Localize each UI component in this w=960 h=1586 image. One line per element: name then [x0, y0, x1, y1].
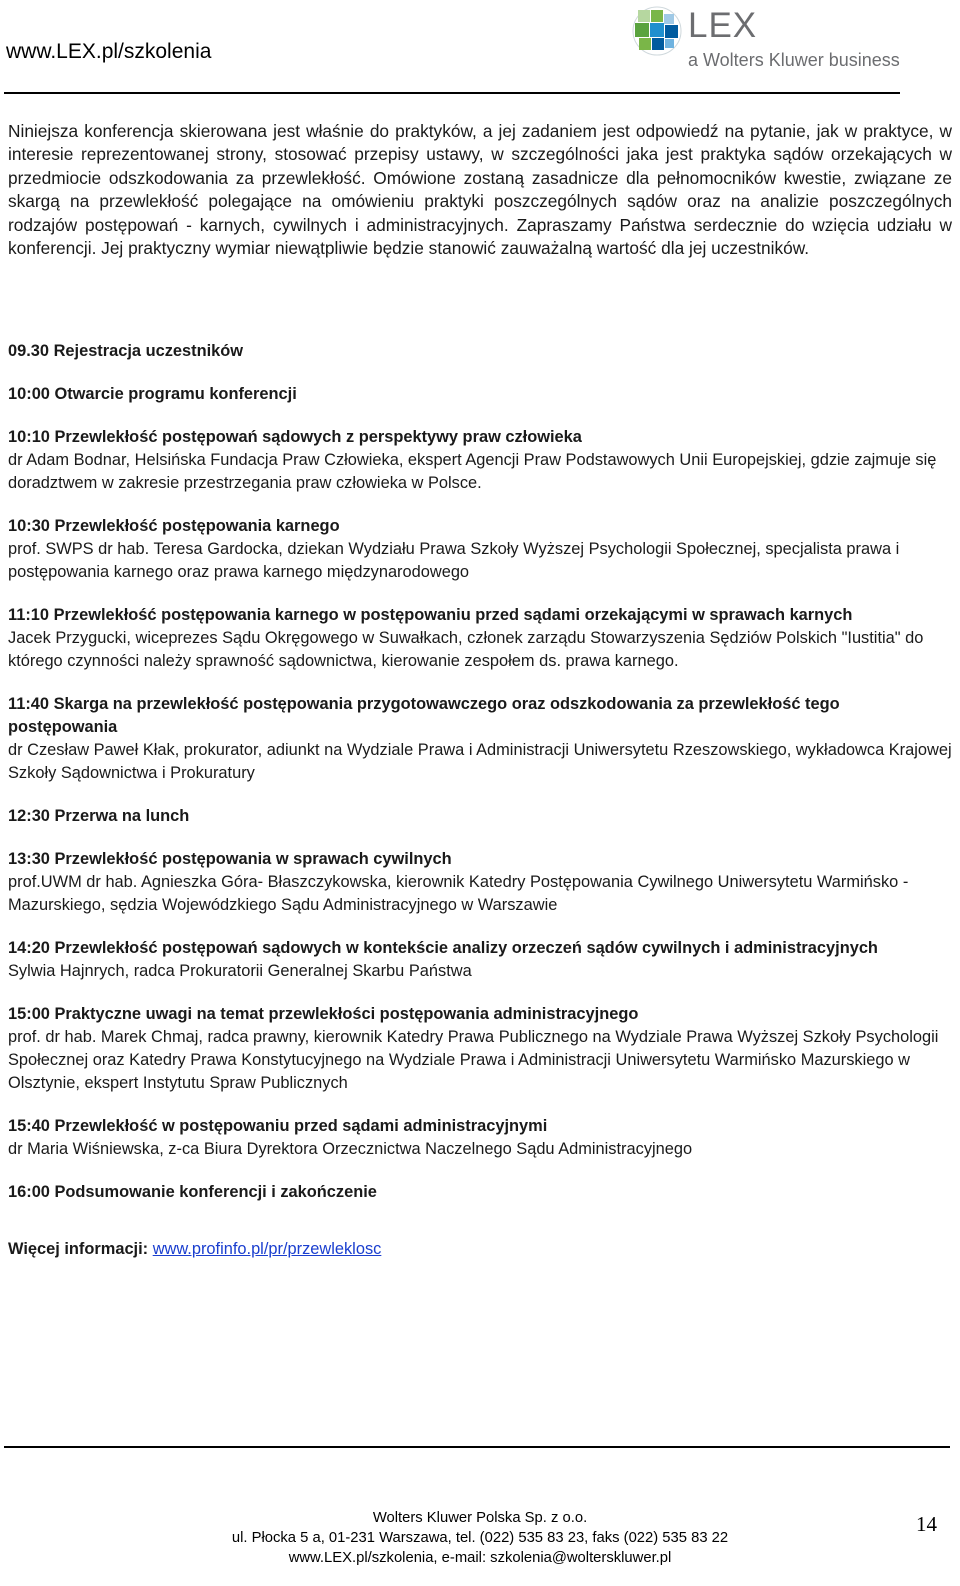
- agenda-item: [8, 1181, 952, 1204]
- lex-logo-mark-icon: [632, 6, 682, 56]
- agenda-item-title: 15:40 Przewlekłość w postępowaniu przed sądami administracyjnymi: [8, 1117, 548, 1135]
- lex-logo: [632, 4, 922, 74]
- agenda-item: [8, 604, 952, 673]
- logo-subtitle: a Wolters Kluwer business: [688, 50, 900, 70]
- agenda-item-title: 16:00 Podsumowanie konferencji i zakończenie: [8, 1183, 377, 1201]
- page-number: 14: [916, 1512, 937, 1536]
- agenda-item-title: 10:30 Przewlekłość postępowania karnego: [8, 517, 340, 535]
- agenda-item-speaker: prof. SWPS dr hab. Teresa Gardocka, dziekan Wydziału Prawa Szkoły Wyższej Psychologii Społecznej, specjalista prawa i postępowania karnego oraz prawa karnego międzynarodowego: [8, 540, 900, 581]
- footer: [0, 1508, 960, 1568]
- agenda-item: [8, 937, 952, 983]
- more-info: [8, 1238, 952, 1261]
- intro-paragraph: Niniejsza konferencja skierowana jest właśnie do praktyków, a jej zadaniem jest odpowiedź na pytanie, jak w praktyce, w interesie reprezentowanej strony, stosować przepisy ustawy, w szczególności jaka jest praktyka sądów orzekających w przedmiocie odszkodowania za przewlekłość. Omówione zostaną zasadnicze dla pełnomocników kwestie, związane ze skargą na przewlekłość polegające na omówieniu praktyki poszczególnych sądów oraz na analizie poszczególnych rodzajów postępowań - karnych, cywilnych i administracyjnych. Zapraszamy Państwa serdecznie do wzięcia udziału w konferencji. Jej praktyczny wymiar niewątpliwie będzie stanowić zauważalną wartość dla jej uczestników.: [8, 121, 952, 259]
- site-url[interactable]: www.LEX.pl/szkolenia: [6, 40, 212, 63]
- agenda-item: [8, 383, 952, 406]
- agenda-item-speaker: Sylwia Hajnrych, radca Prokuratorii Generalnej Skarbu Państwa: [8, 962, 472, 980]
- agenda-item: [8, 1003, 952, 1095]
- agenda-item-speaker: dr Adam Bodnar, Helsińska Fundacja Praw Człowieka, ekspert Agencji Praw Podstawowych Unii Europejskiej, gdzie zajmuje się doradztwem w zakresie przestrzegania praw człowieka w Polsce.: [8, 451, 937, 492]
- agenda-item: [8, 693, 952, 785]
- agenda-item-speaker: dr Czesław Paweł Kłak, prokurator, adiunkt na Wydziale Prawa i Administracji Uniwersytetu Rzeszowskiego, wykładowca Krajowej Szkoły Sądownictwa i Prokuratury: [8, 741, 952, 782]
- agenda-item: [8, 1115, 952, 1161]
- agenda-item: [8, 426, 952, 495]
- agenda-item-title: 09.30 Rejestracja uczestników: [8, 342, 244, 360]
- agenda-item-title: 10:00 Otwarcie programu konferencji: [8, 385, 297, 403]
- agenda-item-title: 12:30 Przerwa na lunch: [8, 807, 190, 825]
- logo-wordmark: LEX: [688, 6, 758, 45]
- agenda-item-speaker: Jacek Przygucki, wiceprezes Sądu Okręgowego w Suwałkach, członek zarządu Stowarzyszenia Sędziów Polskich "Iustitia" do którego czynności należy sprawność sądownictwa, kierowanie zespołem ds. prawa karnego.: [8, 629, 924, 670]
- agenda: [8, 340, 952, 1261]
- agenda-item: [8, 805, 952, 828]
- agenda-item-speaker: dr Maria Wiśniewska, z-ca Biura Dyrektora Orzecznictwa Naczelnego Sądu Administracyjnego: [8, 1140, 693, 1158]
- more-info-label: Więcej informacji:: [8, 1240, 149, 1258]
- agenda-item-title: 13:30 Przewlekłość postępowania w sprawach cywilnych: [8, 850, 452, 868]
- footer-address: ul. Płocka 5 a, 01-231 Warszawa, tel. (022) 535 83 23, faks (022) 535 83 22: [231, 1530, 729, 1546]
- footer-contact: www.LEX.pl/szkolenia, e-mail: szkolenia@wolterskluwer.pl: [288, 1550, 672, 1566]
- agenda-item-title: 11:10 Przewlekłość postępowania karnego w postępowaniu przed sądami orzekającymi w sprawach karnych: [8, 606, 853, 624]
- footer-company: Wolters Kluwer Polska Sp. z o.o.: [372, 1510, 588, 1526]
- agenda-item-speaker: prof.UWM dr hab. Agnieszka Góra- Błaszczykowska, kierownik Katedry Postępowania Cywilnego Uniwersytetu Warmińsko - Mazurskiego, sędzia Wojewódzkiego Sądu Administracyjnego w Warszawie: [8, 873, 909, 914]
- agenda-item: [8, 848, 952, 917]
- agenda-item-title: 11:40 Skarga na przewlekłość postępowania przygotowawczego oraz odszkodowania za przewlekłość tego postępowania: [8, 695, 840, 736]
- agenda-item-title: 15:00 Praktyczne uwagi na temat przewlekłości postępowania administracyjnego: [8, 1005, 639, 1023]
- more-info-link[interactable]: www.profinfo.pl/pr/przewleklosc: [152, 1240, 382, 1258]
- header-divider: [4, 92, 900, 94]
- agenda-item-title: 10:10 Przewlekłość postępowań sądowych z perspektywy praw człowieka: [8, 428, 582, 446]
- agenda-item: [8, 515, 952, 584]
- agenda-item: [8, 340, 952, 363]
- agenda-item-title: 14:20 Przewlekłość postępowań sądowych w kontekście analizy orzeczeń sądów cywilnych i administracyjnych: [8, 939, 878, 957]
- footer-divider: [4, 1446, 950, 1448]
- agenda-item-speaker: prof. dr hab. Marek Chmaj, radca prawny, kierownik Katedry Prawa Publicznego na Wydziale Prawa Wyższej Szkoły Psychologii Społecznej oraz Katedry Prawa Konstytucyjnego na Wydziale Prawa i Administracji Uniwersytetu Warmińsko Mazurskiego w Olsztynie, ekspert Instytutu Spraw Publicznych: [8, 1028, 939, 1092]
